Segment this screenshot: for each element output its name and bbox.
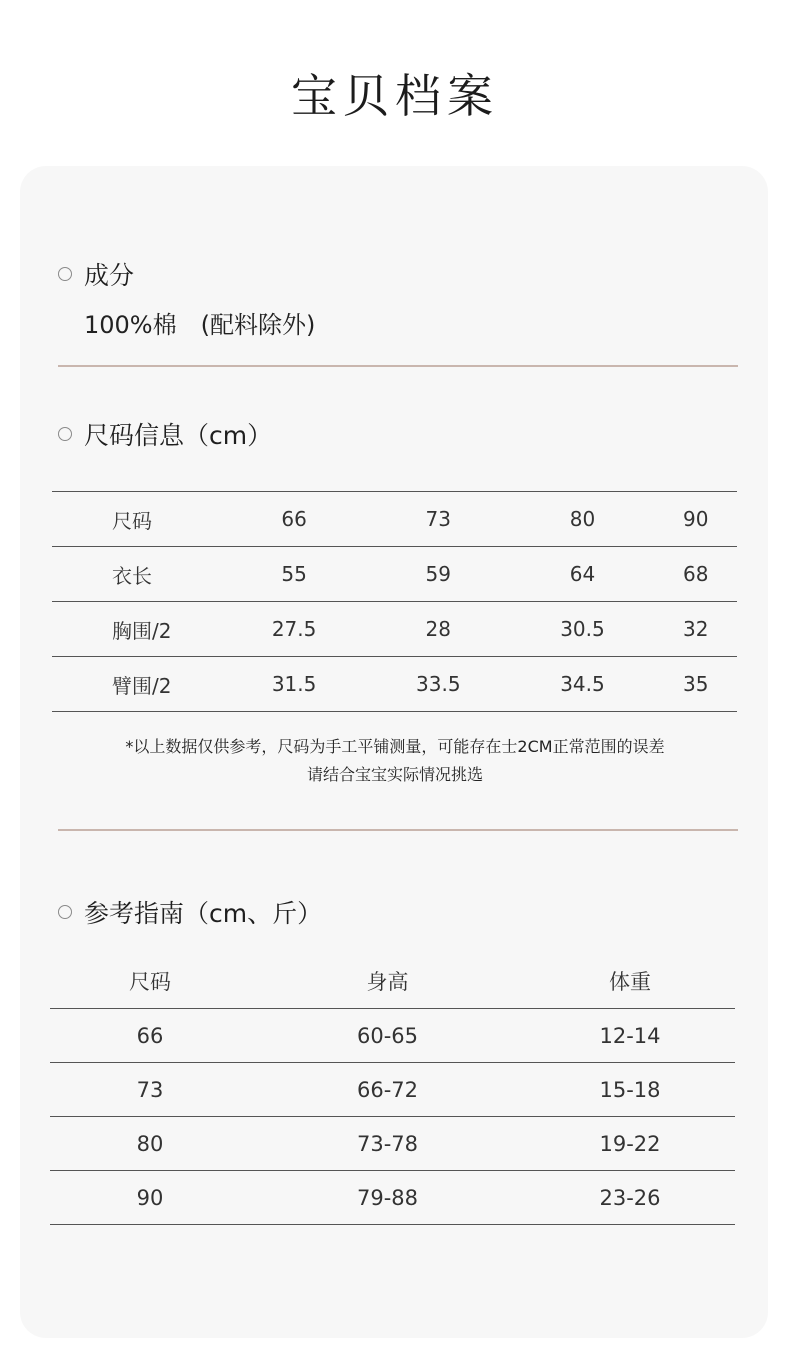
table-cell: 66 — [50, 1009, 250, 1063]
table-cell: 27.5 — [222, 602, 366, 657]
table-cell: 73 — [50, 1063, 250, 1117]
table-cell: 35 — [655, 657, 737, 712]
size-note-line-2: 请结合宝宝实际情况挑选 — [306, 765, 483, 784]
table-cell: 30.5 — [510, 602, 654, 657]
table-row — [52, 547, 737, 602]
table-cell: 15-18 — [525, 1063, 735, 1117]
table-cell: 80 — [50, 1117, 250, 1171]
column-header: 身高 — [250, 954, 525, 1009]
table-row — [52, 602, 737, 657]
guide-title: 参考指南（cm、斤） — [84, 899, 323, 928]
table-cell: 80 — [510, 492, 654, 547]
table-cell: 34.5 — [510, 657, 654, 712]
table-cell: 臂围/2 — [52, 657, 222, 712]
circle-bullet-icon — [58, 267, 72, 281]
composition-heading — [58, 256, 134, 292]
page-title: 宝贝档案 — [291, 69, 499, 123]
size-table — [52, 491, 737, 712]
table-row — [50, 1063, 735, 1117]
guide-table — [50, 954, 735, 1225]
table-row — [52, 492, 737, 547]
guide-heading — [58, 894, 322, 930]
table-cell: 68 — [655, 547, 737, 602]
table-cell: 66 — [222, 492, 366, 547]
table-cell: 32 — [655, 602, 737, 657]
table-cell: 55 — [222, 547, 366, 602]
table-cell: 60-65 — [250, 1009, 525, 1063]
table-cell: 66-72 — [250, 1063, 525, 1117]
table-row — [52, 657, 737, 712]
column-header: 尺码 — [50, 954, 250, 1009]
table-cell: 19-22 — [525, 1117, 735, 1171]
table-cell: 90 — [655, 492, 737, 547]
table-cell: 尺码 — [52, 492, 222, 547]
divider — [58, 365, 738, 367]
table-cell: 73-78 — [250, 1117, 525, 1171]
table-cell: 73 — [366, 492, 510, 547]
composition-text: 100%棉 (配料除外) — [84, 311, 316, 339]
table-row — [50, 1117, 735, 1171]
circle-bullet-icon — [58, 427, 72, 441]
table-cell: 64 — [510, 547, 654, 602]
circle-bullet-icon — [58, 905, 72, 919]
table-cell: 31.5 — [222, 657, 366, 712]
composition-title: 成分 — [84, 261, 135, 290]
table-cell: 59 — [366, 547, 510, 602]
size-info-heading — [58, 416, 272, 452]
table-header-row — [50, 954, 735, 1009]
table-cell: 28 — [366, 602, 510, 657]
column-header: 体重 — [525, 954, 735, 1009]
table-cell: 衣长 — [52, 547, 222, 602]
size-info-title: 尺码信息（cm） — [84, 421, 273, 450]
table-cell: 33.5 — [366, 657, 510, 712]
table-cell: 胸围/2 — [52, 602, 222, 657]
table-cell: 12-14 — [525, 1009, 735, 1063]
size-note-line-1: *以上数据仅供参考，尺码为手工平铺测量，可能存在士2CM正常范围的误差 — [125, 737, 665, 756]
table-row — [50, 1009, 735, 1063]
table-cell: 90 — [50, 1171, 250, 1225]
table-row — [50, 1171, 735, 1225]
table-cell: 79-88 — [250, 1171, 525, 1225]
table-cell: 23-26 — [525, 1171, 735, 1225]
divider — [58, 829, 738, 831]
